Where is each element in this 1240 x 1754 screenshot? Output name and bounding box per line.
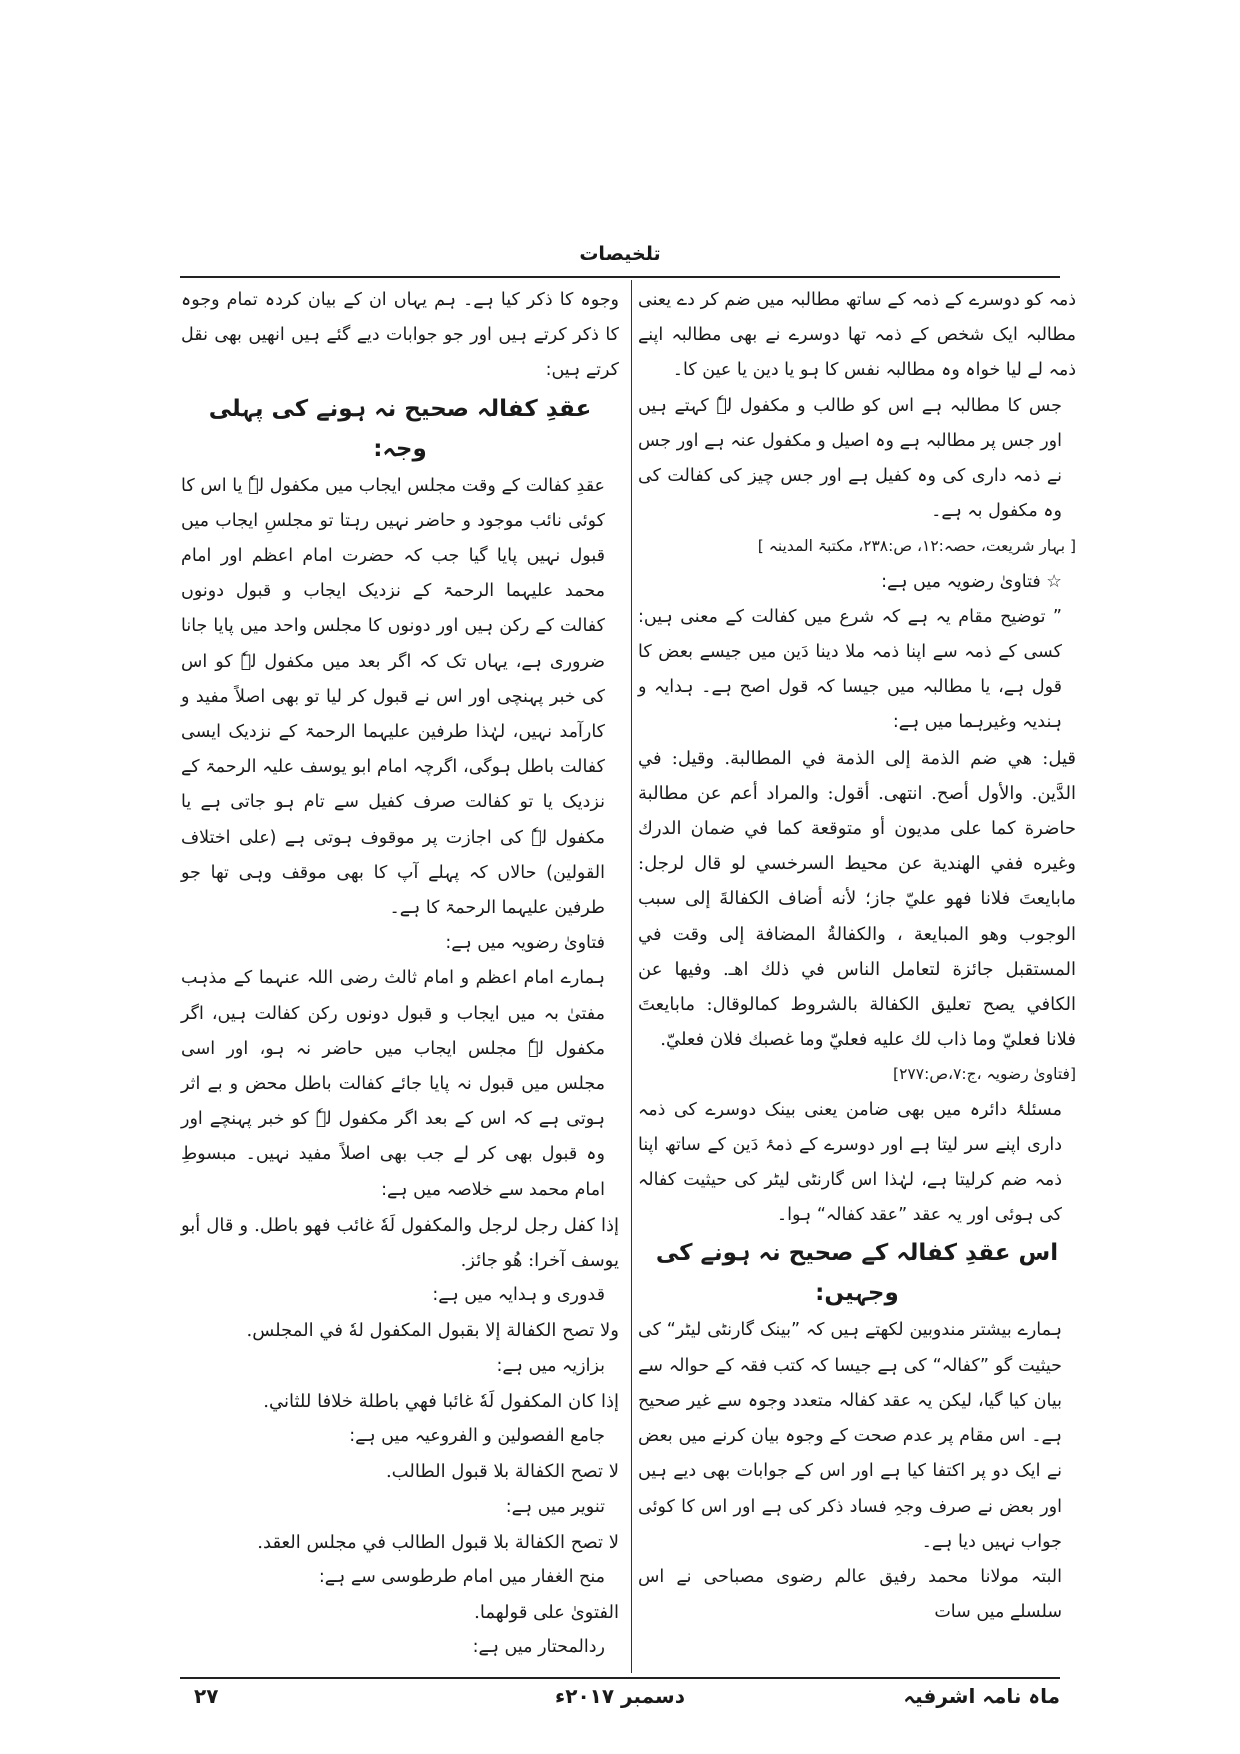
paragraph: البتہ مولانا محمد رفیق عالم رضوی مصباحی نے اس سلسلے میں سات: [638, 1566, 1062, 1623]
source-label: تنویر میں ہے:: [505, 1496, 605, 1517]
page-number: ۲۷: [194, 1684, 219, 1708]
right-column: [638, 283, 1076, 1630]
header-rule: [180, 276, 1060, 278]
arabic-quote: الفتویٰ على قولهما.: [474, 1602, 619, 1624]
source-label: بزازیہ میں ہے:: [496, 1355, 605, 1376]
running-title: تلخیصات: [579, 243, 661, 265]
magazine-name: ماہ نامہ اشرفیہ: [903, 1684, 1060, 1708]
arabic-quote: ولا تصح الكفالة إلا بقبول المكفول لهٗ في المجلس.: [246, 1320, 619, 1342]
issue-date: دسمبر ۲۰۱۷ء: [555, 1684, 685, 1708]
section-heading: اس عقدِ کفالہ کے صحیح نہ ہونے کی وجہیں:: [655, 1240, 1059, 1307]
source-label: ردالمحتار میں ہے:: [472, 1637, 605, 1658]
footer-rule: [180, 1677, 1060, 1679]
paragraph: ” توضیح مقام یہ ہے کہ شرع میں کفالت کے معنی ہیں: کسی کے ذمہ سے اپنا ذمہ ملا دینا دَین میں جیسے بعض کا قول ہے، یا مطالبہ میں جیسا کہ قول اصح ہے۔ ہدایہ و ہندیہ وغیرہما میں ہے:: [638, 606, 1062, 733]
paragraph: ☆ فتاویٰ رضویہ میں ہے:: [881, 571, 1062, 592]
paragraph: جس کا مطالبہ ہے اس کو طالب و مکفول لہٗ کہتے ہیں اور جس پر مطالبہ ہے وہ اصیل و مکفول عنہ ہے اور جس نے ذمہ داری کی وہ کفیل ہے اور جس چیز کی کفالت کی وہ مکفول بہ ہے۔: [638, 395, 1062, 522]
paragraph: فتاویٰ رضویہ میں ہے:: [445, 933, 605, 954]
arabic-quote: قيل: هي ضم الذمة إلى الذمة في المطالبة. وقيل: في الدَّين. والأول أصح. انتهى. أقول: والمراد أعم عن مطالبة حاضرة كما على مديون أو متوقعة كما في ضمان الدرك وغيره ففي الهندية عن محيط السرخسي لو قال لرجل: مابايعتَ فلانا فهو عليّ جاز؛ لأنه أضاف الكفالةَ إلى سبب الوجوب وهو المبايعة ، والكفالةُ المضافة إلى وقت في المستقبل جائزة لتعامل الناس في ذلك اهـ. وفيها عن الكافي يصح تعليق الكفالة بالشروط كمالوقال: مابايعتَ فلانا فعليّ وما ذاب لك عليه فعليّ وما غصبك فلان فعليّ.: [638, 747, 1076, 1051]
paragraph: مسئلۂ دائرہ میں بھی ضامن یعنی بینک دوسرے کی ذمہ داری اپنے سر لیتا ہے اور دوسرے کے ذمۂ دَین کے ساتھ اپنا ذمہ ضم کرلیتا ہے، لہٰذا اس گارنٹی لیٹر کی حیثیت کفالہ کی ہوئی اور یہ عقد ”عقد کفالہ“ ہوا۔: [638, 1099, 1062, 1226]
paragraph: ہمارے امام اعظم و امام ثالث رضی اللہ عنہما کے مذہب مفتیٰ بہ میں ایجاب و قبول دونوں رکن کفالت ہیں، اگر مکفول لہٗ مجلس ایجاب میں حاضر نہ ہو، اور اسی مجلس میں قبول نہ پایا جائے کفالت باطل محض و بے اثر ہوتی ہے کہ اس کے بعد اگر مکفول لہٗ کو خبر پہنچے اور وہ قبول بھی کر لے جب بھی اصلاً مفید نہیں۔ مبسوطِ امام محمد سے خلاصہ میں ہے:: [181, 968, 605, 1200]
left-column: [181, 283, 619, 1666]
arabic-quote: لا تصح الكفالة بلا قبول الطالب.: [385, 1461, 619, 1483]
section-heading: عقدِ کفالہ صحیح نہ ہونے کی پہلی وجہ:: [208, 395, 592, 462]
citation: [فتاویٰ رضویہ ،ج:۷،ص:۲۷۷]: [893, 1065, 1076, 1084]
paragraph: ہمارے بیشتر مندوبین لکھتے ہیں کہ ”بینک گارنٹی لیٹر“ کی حیثیت گو ”کفالہ“ کی ہے جیسا کہ کتب فقہ کے حوالہ سے بیان کیا گیا، لیکن یہ عقد کفالہ متعدد وجوہ سے غیر صحیح ہے۔ اس مقام پر عدم صحت کے وجوہ بیان کرنے میں بعض نے ایک دو پر اکتفا کیا ہے اور اس کے جوابات بھی دیے ہیں اور بعض نے صرف وجہِ فساد ذکر کی ہے اور اس کا کوئی جواب نہیں دیا ہے۔: [638, 1320, 1062, 1552]
page-footer: [180, 1684, 1060, 1724]
paragraph: ذمہ کو دوسرے کے ذمہ کے ساتھ مطالبہ میں ضم کر دے یعنی مطالبہ ایک شخص کے ذمہ تھا دوسرے نے بھی مطالبہ اپنے ذمہ لے لیا خواہ وہ مطالبہ نفس کا ہو یا دین یا عین کا۔: [638, 290, 1076, 381]
source-label: قدوری و ہدایہ میں ہے:: [432, 1285, 605, 1306]
arabic-quote: لا تصح الكفالة بلا قبول الطالب في مجلس العقد.: [257, 1531, 619, 1553]
paragraph: وجوہ کا ذکر کیا ہے۔ ہم یہاں ان کے بیان کردہ تمام وجوہ کا ذکر کرتے ہیں اور جو جوابات دیے گئے ہیں انھیں بھی نقل کرتے ہیں:: [181, 290, 619, 381]
arabic-quote: إذا كان المكفول لَهٗ غائبا فهي باطلة خلافا للثاني.: [263, 1390, 619, 1412]
citation: [ بہار شریعت، حصہ:۱۲، ص:۲۳۸، مکتبۃ المدینہ ]: [757, 537, 1076, 556]
column-divider: [631, 280, 632, 1673]
arabic-quote: إذا كفل رجل لرجل والمكفول لَهٗ غائب فهو باطل. و قال أبو يوسف آخرا: هُو جائز.: [181, 1214, 619, 1272]
source-label: جامع الفصولین و الفروعیہ میں ہے:: [349, 1426, 605, 1447]
source-label: منح الغفار میں امام طرطوسی سے ہے:: [318, 1566, 605, 1587]
paragraph: عقدِ کفالت کے وقت مجلس ایجاب میں مکفول لہٗ یا اس کا کوئی نائب موجود و حاضر نہیں رہتا تو مجلسِ ایجاب میں قبول نہیں پایا گیا جب کہ حضرت امام اعظم اور امام محمد علیہما الرحمۃ کے نزدیک ایجاب و قبول دونوں کفالت کے رکن ہیں اور دونوں کا مجلس واحد میں پایا جانا ضروری ہے، یہاں تک کہ اگر بعد میں مکفول لہٗ کو اس کی خبر پہنچی اور اس نے قبول کر لیا تو بھی اصلاً مفید و کارآمد نہیں، لہٰذا طرفین علیہما الرحمۃ کے نزدیک ایسی کفالت باطل ہوگی، اگرچہ امام ابو یوسف علیہ الرحمۃ کے نزدیک یا تو کفالت صرف کفیل سے تام ہو جاتی ہے یا مکفول لہٗ کی اجازت پر موقوف ہوتی ہے (علی اختلاف القولین) حالاں کہ پہلے آپ کا بھی موقف وہی تھا جو طرفین علیہما الرحمۃ کا ہے۔: [181, 475, 605, 919]
